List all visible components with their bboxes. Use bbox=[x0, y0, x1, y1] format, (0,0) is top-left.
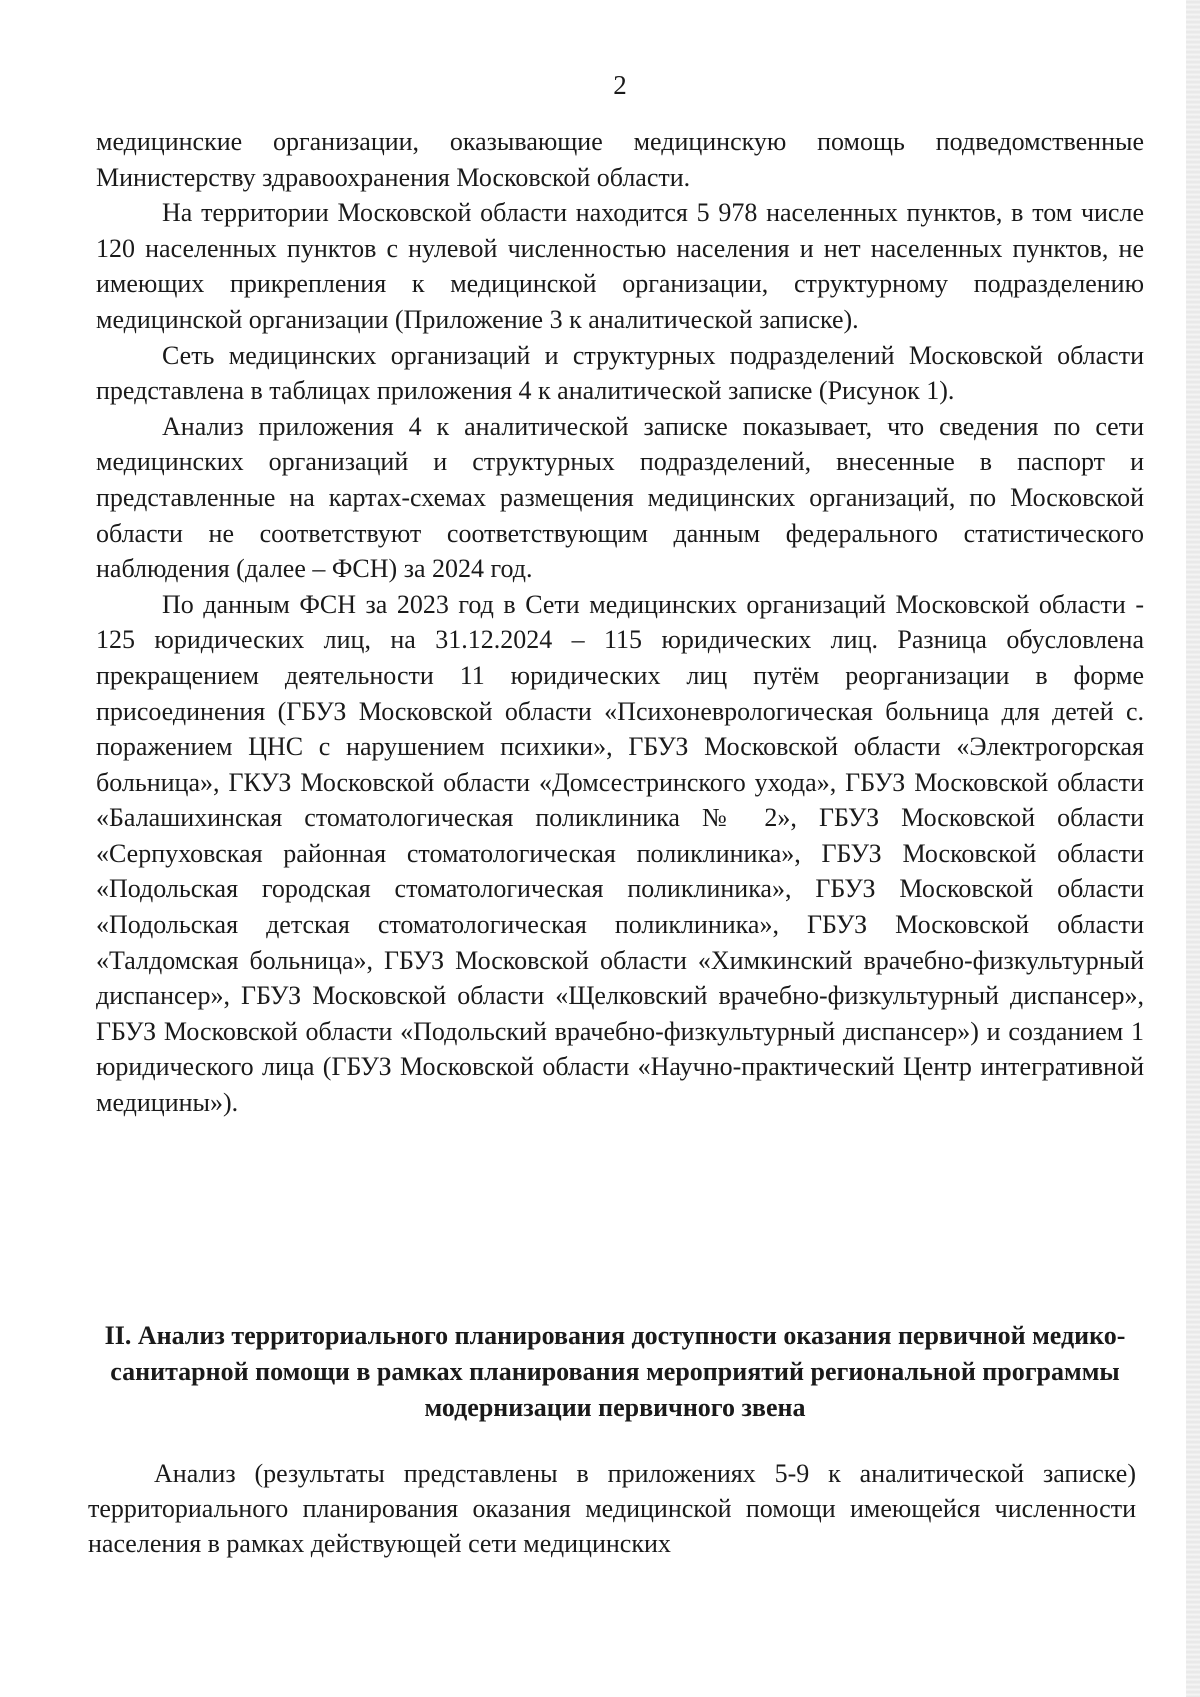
paragraph-network: Сеть медицинских организаций и структурных подразделений Московской области представлена в таблицах приложения 4 к аналитической записке (Рисунок 1). bbox=[96, 340, 1144, 406]
scan-edge-shading bbox=[1186, 0, 1200, 1697]
section-text bbox=[88, 1456, 1136, 1561]
section-heading: II. Анализ территориального планирования доступности оказания первичной медико-санитарной помощи в рамках планирования мероприятий региональной программы модернизации первичного звена bbox=[104, 1321, 1126, 1422]
paragraph-fsn-data: По данным ФСН за 2023 год в Сети медицинских организаций Московской области - 125 юридических лиц, на 31.12.2024 – 115 юридических лиц. Разница обусловлена прекращением деятельности 11 юридических лиц путём реорганизации в форме присоединения (ГБУЗ Московской области «Психоневрологическая больница для детей с. поражением ЦНС с нарушением психики», ГБУЗ Московской области «Электрогорская больница», ГКУЗ Московской области «Домсестринского ухода», ГБУЗ Московской области «Балашихинская стоматологическая поликлиника № 2», ГБУЗ Московской области «Серпуховская районная стоматологическая поликлиника», ГБУЗ Московской области «Подольская городская стоматологическая поликлиника», ГБУЗ Московской области «Подольская детская стоматологическая поликлиника», ГБУЗ Московской области «Талдомская больница», ГБУЗ Московской области «Химкинский врачебно-физкультурный диспансер», ГБУЗ Московской области «Щелковский врачебно-физкультурный диспансер», ГБУЗ Московской области «Подольский врачебно-физкультурный диспансер») и созданием 1 юридического лица (ГБУЗ Московской области «Научно-практический Центр интегративной медицины»). bbox=[96, 589, 1144, 1118]
section-paragraph: Анализ (результаты представлены в приложениях 5-9 к аналитической записке) территориального планирования оказания медицинской помощи имеющейся численности населения в рамках действующей сети медицинских bbox=[88, 1459, 1136, 1558]
body-text bbox=[96, 124, 1144, 1121]
paragraph-analysis: Анализ приложения 4 к аналитической записке показывает, что сведения по сети медицинских организаций и структурных подразделений, внесенные в паспорт и представленные на картах-схемах размещения медицинских организаций, по Московской области не соответствуют соответствующим данным федерального статистического наблюдения (далее – ФСН) за 2024 год. bbox=[96, 411, 1144, 584]
paragraph-continuation: медицинские организации, оказывающие медицинскую помощь подведомственные Министерству здравоохранения Московской области. bbox=[96, 127, 1144, 192]
page-number: 2 bbox=[613, 70, 627, 100]
paragraph-settlements: На территории Московской области находится 5 978 населенных пунктов, в том числе 120 населенных пунктов с нулевой численностью населения и нет населенных пунктов, не имеющих прикрепления к медицинской организации, структурному подразделению медицинской организации (Приложение 3 к аналитической записке). bbox=[96, 198, 1144, 334]
